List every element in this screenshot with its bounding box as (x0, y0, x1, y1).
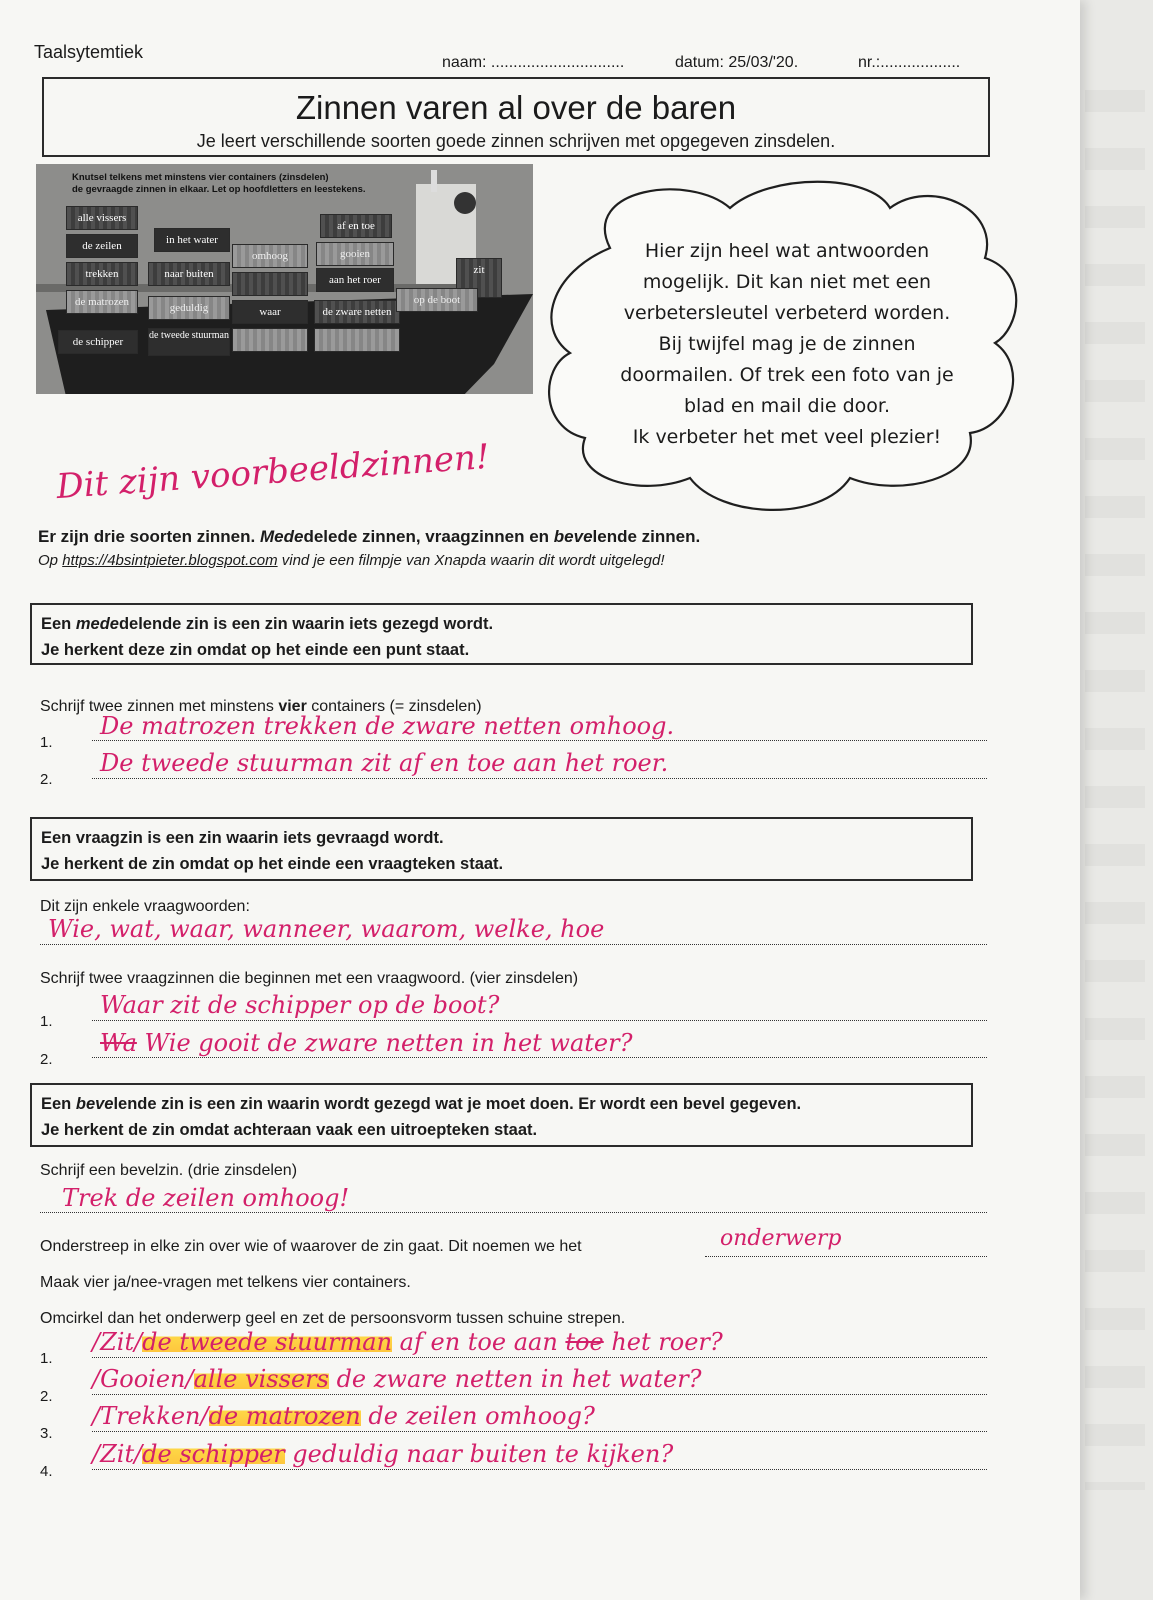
title-box (42, 77, 990, 157)
container-de-zeilen: de zeilen (66, 234, 138, 258)
container-aan-het-roer: aan het roer (316, 268, 394, 292)
container-de-schipper: de schipper (58, 330, 138, 354)
container-zit: zit (456, 258, 502, 298)
answer-number: 3. (40, 1425, 53, 1442)
background-page-shadow (1085, 90, 1145, 1490)
onderwerp-answer: onderwerp (720, 1226, 842, 1251)
bevel-rule-box: Een bevelende zin is een zin waarin wordt gezegd wat je moet doen. Er wordt een bevel gegeven. Je herkent de zin omdat achteraan vaak een uitroepteken staat. (30, 1083, 973, 1147)
container-af-en-toe: af en toe (320, 214, 392, 238)
handwritten-note: Dit zijn voorbeeldzinnen! (55, 436, 491, 508)
subject-label: Taalsytemtiek (34, 42, 144, 62)
page-subtitle: Je leert verschillende soorten goede zinnen schrijven met opgegeven zinsdelen. (196, 131, 836, 151)
container-op-de-boot: op de boot (396, 288, 478, 312)
container-gooien: gooien (316, 242, 394, 266)
blog-link[interactable]: https://4bsintpieter.blogspot.com (62, 552, 278, 569)
ship-illustration (36, 164, 533, 394)
speech-cloud (540, 178, 1025, 523)
container-de-zware-netten: de zware netten (314, 300, 400, 324)
onderstreep-prompt: Onderstreep in elke zin over wie of waarover de zin gaat. Dit noemen we het (40, 1238, 582, 1255)
vraagzin-prompt: Schrijf twee vraagzinnen die beginnen met een vraagwoord. (vier zinsdelen) (40, 970, 579, 987)
naam-label: naam: .............................. (442, 54, 625, 71)
answer-number: 1. (40, 1350, 53, 1367)
janee-prompt-2: Omcirkel dan het onderwerp geel en zet de persoonsvorm tussen schuine strepen. (40, 1310, 626, 1327)
mededelend-answer-1: De matrozen trekken de zware netten omhoog. (100, 712, 675, 740)
vraagwoorden-answer: Wie, wat, waar, wanneer, waarom, welke, hoe (48, 915, 605, 943)
cloud-text: Hier zijn heel wat antwoorden mogelijk. Dit kan niet met een verbetersleutel verbeterd worden. Bij twijfel mag je de zinnen doormailen. Of trek een foto van je blad en mail die door. Ik verbeter het met veel plezier! (620, 240, 954, 448)
nr-label: nr.:.................. (858, 54, 961, 71)
container-de-tweede-stuurman: de tweede stuurman (148, 328, 230, 356)
vraag-answer-2: Wa Wie gooit de zware netten in het water? (100, 1029, 633, 1057)
container-de-matrozen: de matrozen (66, 290, 138, 314)
container-trekken: trekken (66, 262, 138, 286)
bevelzin-prompt: Schrijf een bevelzin. (drie zinsdelen) (40, 1162, 298, 1179)
datum-label: datum: 25/03/'20. (675, 54, 799, 71)
answer-number: 2. (40, 1388, 53, 1405)
answer-number: 1. (40, 1013, 53, 1030)
janee-answer-3: /Trekken/de matrozen de zeilen omhoog? (92, 1402, 595, 1430)
janee-answer-2: /Gooien/alle vissers de zware netten in het water? (92, 1365, 702, 1393)
container-naar-buiten: naar buiten (148, 262, 230, 286)
vraagwoorden-prompt: Dit zijn enkele vraagwoorden: (40, 898, 250, 915)
ship-instruction: Knutsel telkens met minstens vier containers (zinsdelen) de gevraagde zinnen in elkaar. Let op hoofdletters en leestekens. (72, 172, 366, 195)
container-waar: waar (232, 300, 308, 324)
mededelend-answer-2: De tweede stuurman zit af en toe aan het roer. (100, 749, 669, 777)
container-blank-2 (232, 328, 308, 352)
ship-mast (431, 170, 437, 192)
sailor-figure (454, 192, 476, 214)
answer-number: 2. (40, 771, 53, 788)
janee-prompt-1: Maak vier ja/nee-vragen met telkens vier containers. (40, 1274, 411, 1291)
answer-number: 4. (40, 1463, 53, 1480)
mededelend-prompt: Schrijf twee zinnen met minstens vier containers (= zinsdelen) (40, 698, 482, 715)
answer-number: 1. (40, 734, 53, 751)
page-title: Zinnen varen al over de baren (295, 89, 737, 126)
mededelend-rule-box: Een mededelende zin is een zin waarin iets gezegd wordt. Je herkent deze zin omdat op het einde een punt staat. (30, 603, 973, 665)
intro-link-line: Op https://4bsintpieter.blogspot.com vind je een filmpje van Xnapda waarin dit wordt uitgelegd! (38, 552, 665, 569)
vraag-answer-1: Waar zit de schipper op de boot? (100, 991, 500, 1019)
container-omhoog: omhoog (232, 244, 308, 268)
container-alle-vissers: alle vissers (66, 206, 138, 230)
bevel-answer: Trek de zeilen omhoog! (62, 1184, 350, 1212)
intro-line: Er zijn drie soorten zinnen. Mededelede zinnen, vraagzinnen en bevelende zinnen. (38, 527, 701, 546)
janee-answer-4: /Zit/de schipper geduldig naar buiten te kijken? (92, 1440, 674, 1468)
vraag-rule-box: Een vraagzin is een zin waarin iets gevraagd wordt. Je herkent de zin omdat op het einde een vraagteken staat. (30, 817, 973, 881)
janee-answer-1: /Zit/de tweede stuurman af en toe aan toe het roer? (92, 1328, 723, 1356)
container-geduldig: geduldig (148, 296, 230, 320)
answer-number: 2. (40, 1051, 53, 1068)
container-in-het-water: in het water (154, 228, 230, 252)
container-blank-3 (314, 328, 400, 352)
container-blank-1 (232, 272, 308, 296)
